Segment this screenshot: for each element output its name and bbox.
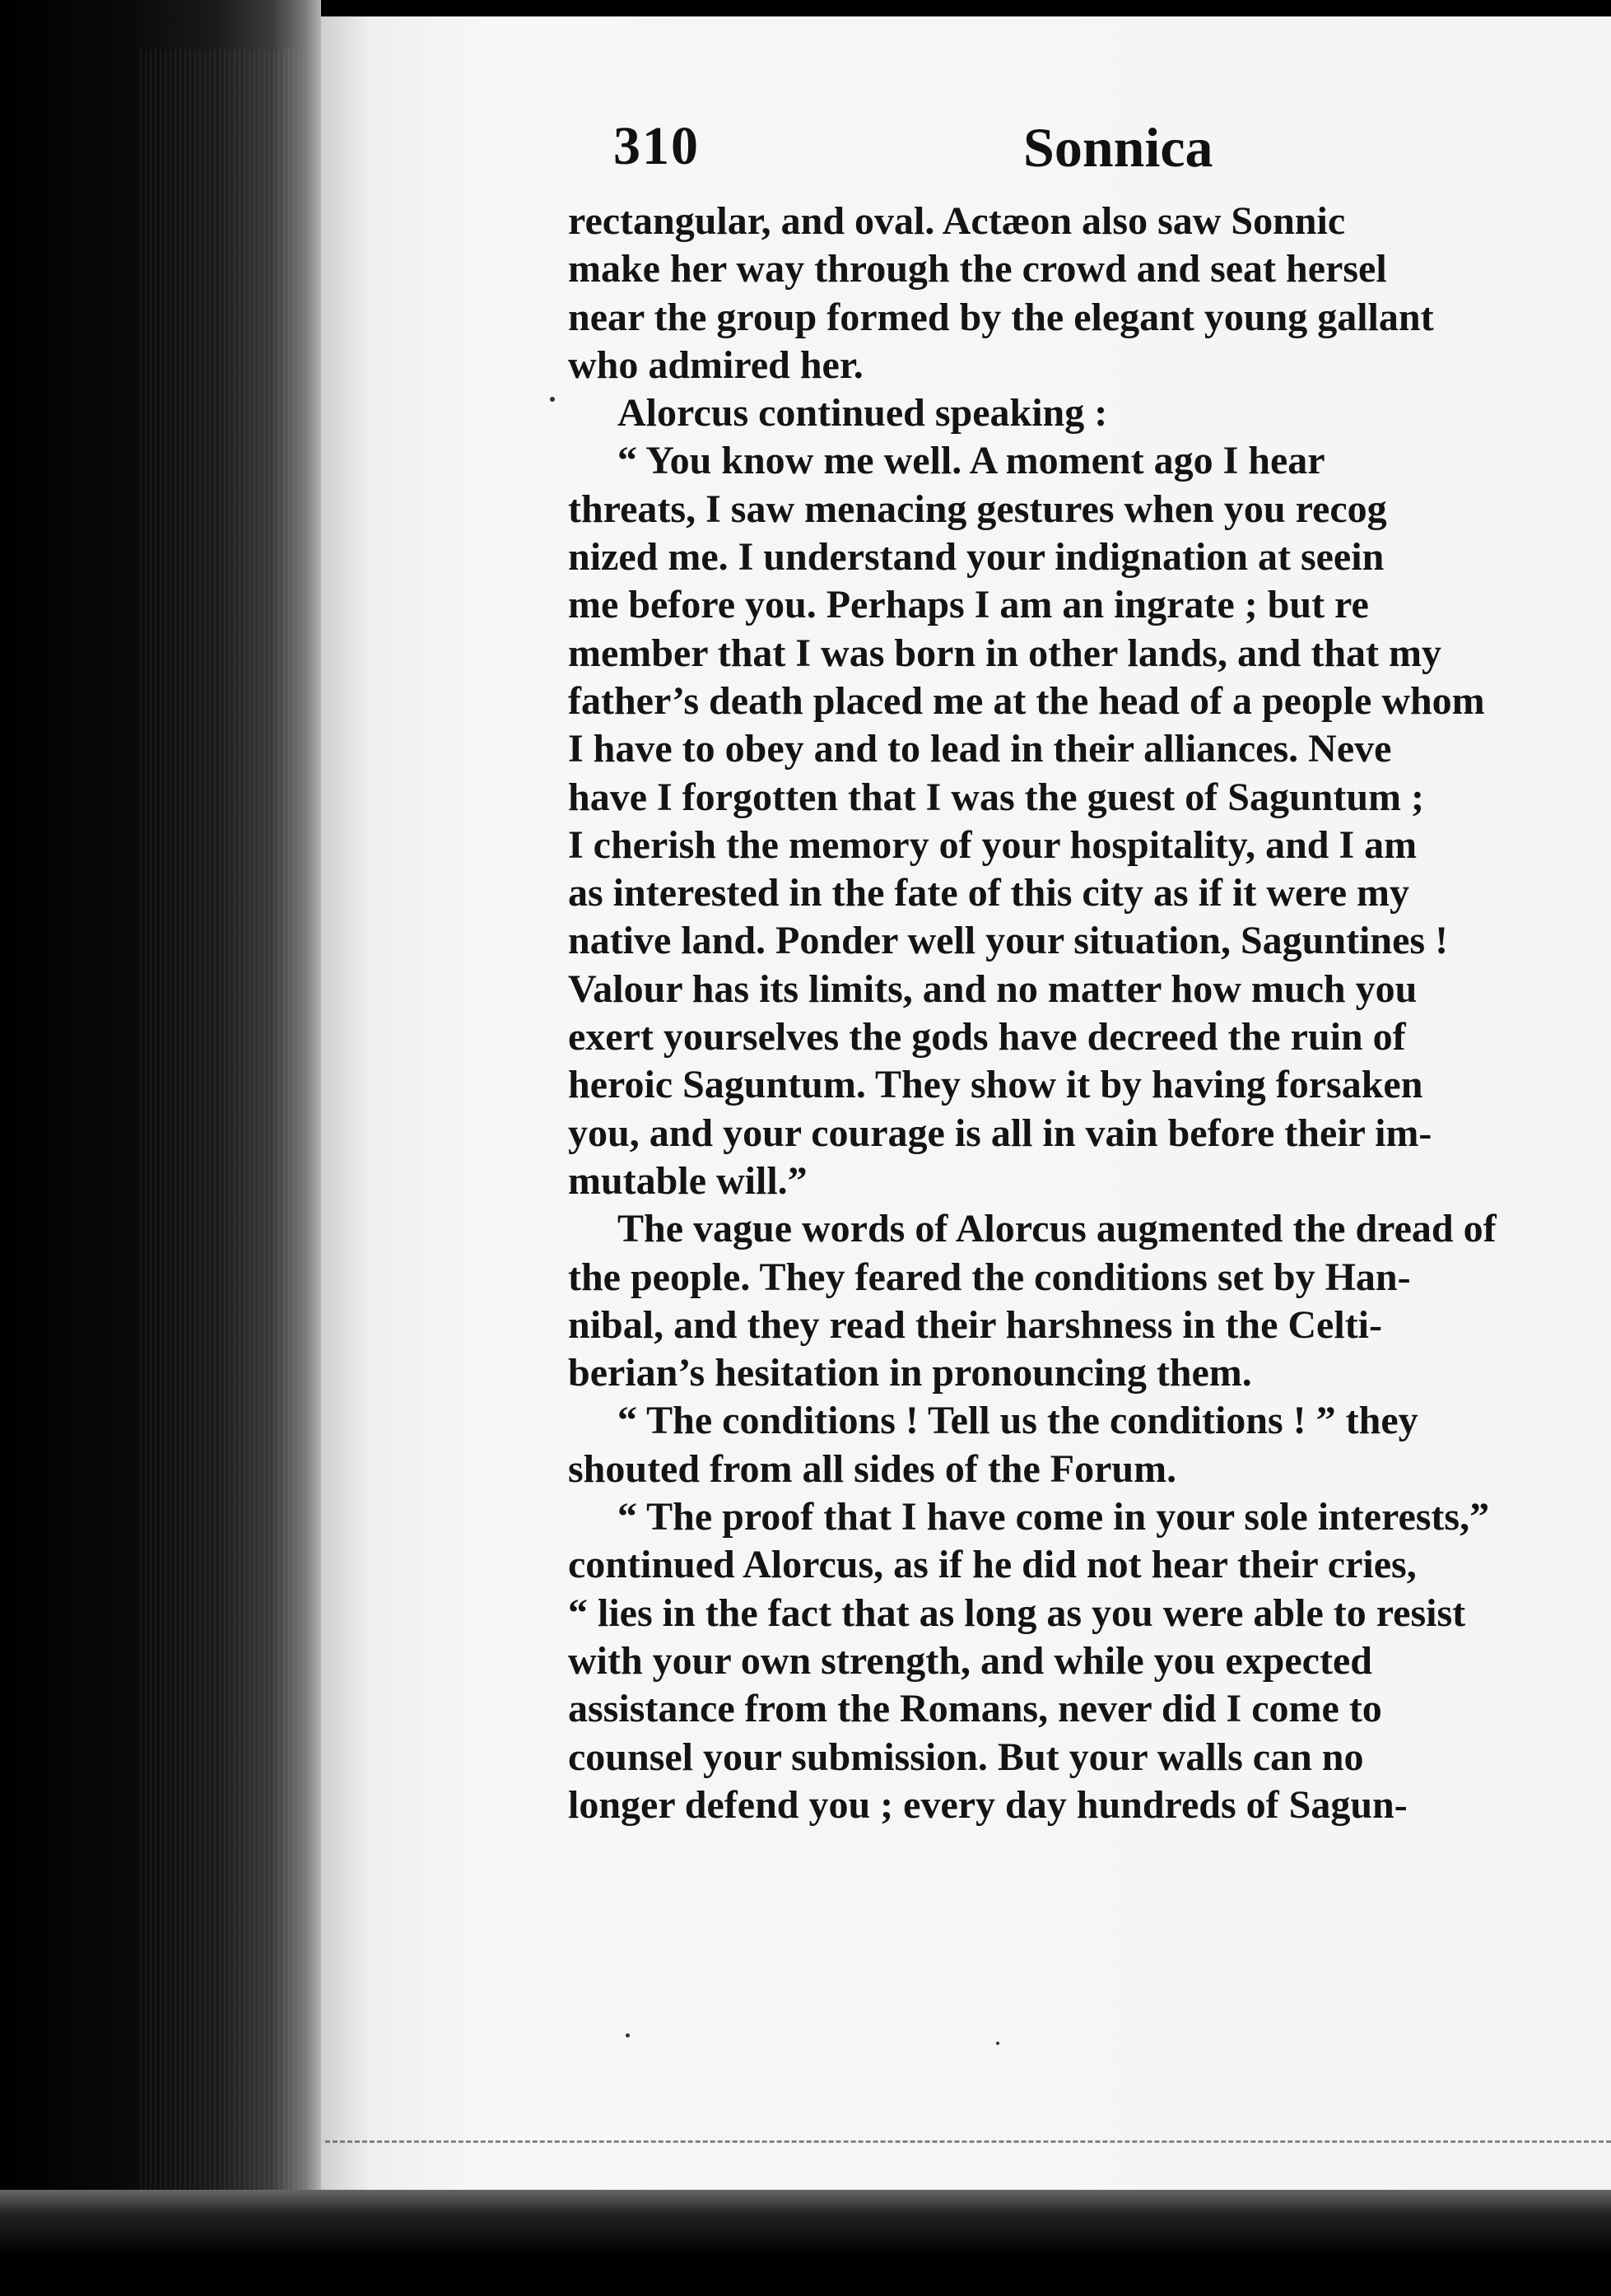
dust-speck [996,2042,999,2045]
book-gutter [0,0,321,2296]
text-line: shouted from all sides of the Forum. [568,1446,1177,1491]
dust-speck [626,2033,630,2038]
text-line: nibal, and they read their harshness in the Celti- [568,1302,1382,1347]
text-line: threats, I saw menacing gestures when you recog [568,487,1387,531]
text-line: “ The proof that I have come in your sole interests,” [617,1495,1490,1539]
text-line: member that I was born in other lands, and that my [568,631,1441,675]
text-line: as interested in the fate of this city as if it were my [568,871,1410,915]
page-number: 310 [613,116,700,176]
text-line: with your own strength, and while you expected [568,1638,1372,1683]
body-text [568,198,1611,1829]
text-line: “ The conditions ! Tell us the conditions ! ” they [617,1399,1418,1443]
text-line: father’s death placed me at the head of a people whom [568,678,1485,723]
text-line: mutable will.” [568,1158,808,1203]
text-line: rectangular, and oval. Actæon also saw Sonnic [568,199,1346,243]
text-line: exert yourselves the gods have decreed the ruin of [568,1015,1406,1060]
text-line: longer defend you ; every day hundreds of Sagun- [568,1782,1408,1827]
text-line: near the group formed by the elegant young gallant [568,295,1434,339]
text-line: counsel your submission. But your walls can no [568,1735,1364,1779]
text-line: me before you. Perhaps I am an ingrate ; but re [568,583,1369,627]
bottom-border [0,2190,1611,2296]
text-line: The vague words of Alorcus augmented the dread of [617,1207,1497,1251]
text-line: continued Alorcus, as if he did not hear their cries, [568,1543,1417,1587]
page-header [613,115,1611,206]
text-line: native land. Ponder well your situation, Saguntines ! [568,919,1449,963]
running-title: Sonnica [1023,116,1213,179]
text-line: make her way through the crowd and seat hersel [568,247,1387,291]
text-line: berian’s hesitation in pronouncing them. [568,1351,1252,1395]
text-line: nized me. I understand your indignation at seein [568,535,1385,580]
text-line: assistance from the Romans, never did I come to [568,1687,1382,1731]
text-line: I have to obey and to lead in their alliances. Neve [568,727,1392,771]
text-line: “ You know me well. A moment ago I hear [617,439,1325,483]
text-line: Valour has its limits, and no matter how much you [568,966,1418,1011]
text-line: heroic Saguntum. They show it by having forsaken [568,1063,1423,1107]
text-line: I cherish the memory of your hospitality, and I am [568,822,1418,867]
text-line: “ lies in the fact that as long as you were able to resist [568,1590,1466,1635]
text-line: have I forgotten that I was the guest of Saguntum ; [568,775,1424,819]
page-bottom-edge [325,2140,1611,2148]
text-line: Alorcus continued speaking : [617,391,1108,435]
dust-speck [550,397,555,402]
text-line: the people. They feared the conditions set by Han- [568,1255,1411,1299]
text-line: you, and your courage is all in vain before their im- [568,1111,1432,1155]
text-line: who admired her. [568,342,864,387]
